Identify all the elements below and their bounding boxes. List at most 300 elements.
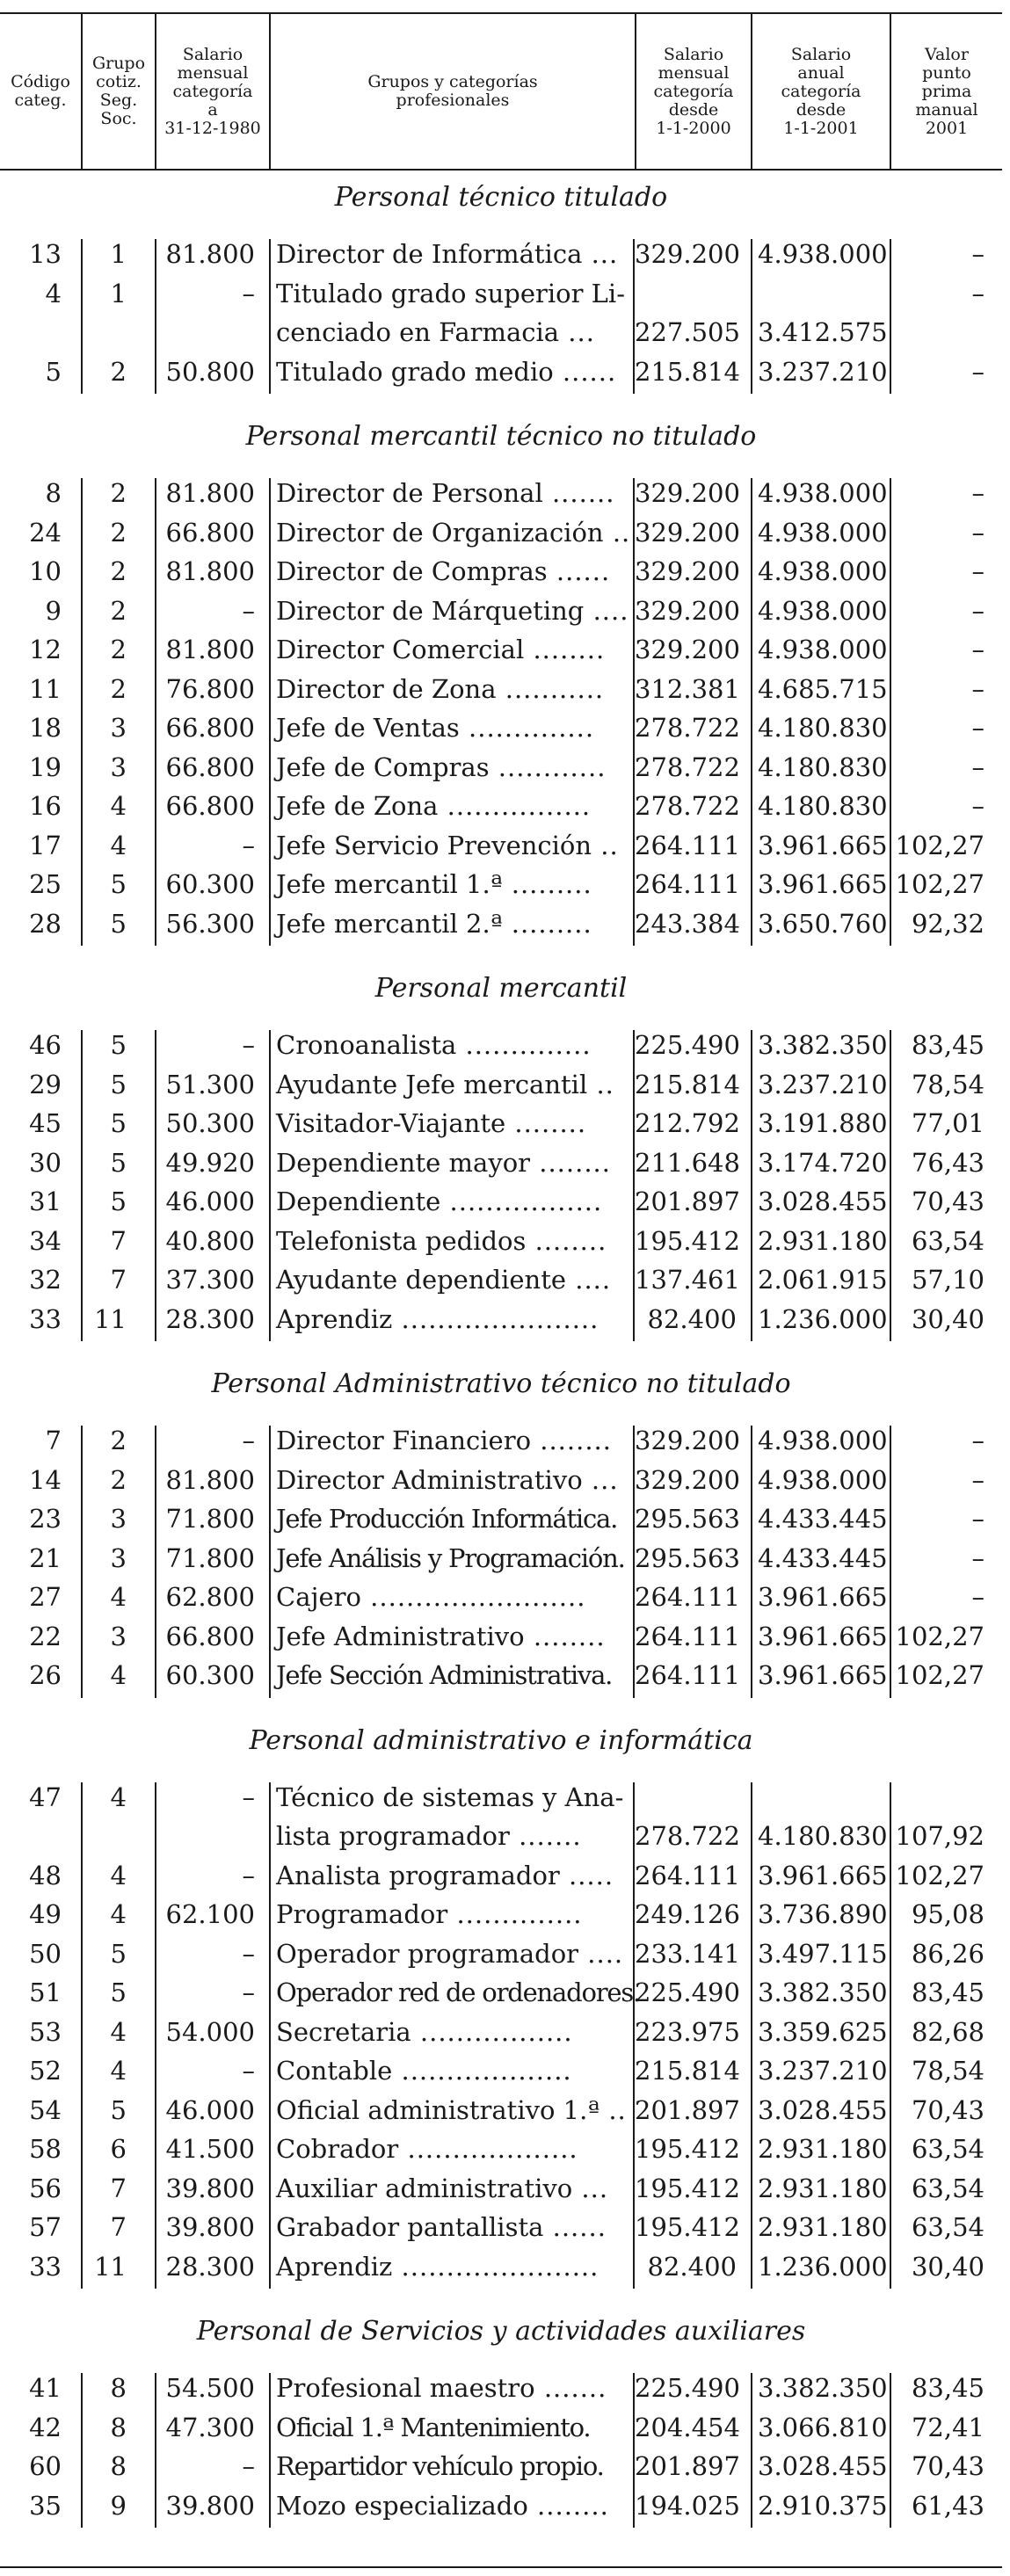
- salary-1980: 54.500: [165, 2373, 255, 2403]
- category-name: [276, 353, 624, 390]
- annual-salary-2001: 4.938.000: [758, 239, 888, 269]
- category-code: 9: [45, 595, 62, 626]
- section-title: Personal técnico titulado: [334, 182, 668, 213]
- column-divider: [890, 1782, 891, 2289]
- monthly-salary-2000: 195.412: [635, 2173, 740, 2203]
- category-name-text: Cajero: [276, 1582, 361, 1612]
- column-divider: [751, 2373, 752, 2528]
- category-name-text: lista programador: [276, 1821, 510, 1851]
- category-name: [276, 1066, 624, 1103]
- salary-1980: –: [242, 2056, 255, 2086]
- category-code: 42: [29, 2412, 62, 2442]
- leader-dots: ........: [531, 1426, 612, 1455]
- leader-dots: ........: [524, 1621, 606, 1651]
- category-name: [276, 709, 624, 746]
- category-code: 27: [29, 1582, 62, 1612]
- annual-salary-2001: 4.180.830: [758, 751, 888, 782]
- annual-salary-2001: 3.028.455: [758, 1186, 888, 1216]
- monthly-salary-2000: 227.505: [635, 317, 740, 347]
- annual-salary-2001: 4.180.830: [758, 713, 888, 743]
- salary-1980: 76.800: [165, 673, 255, 704]
- category-name-text: Grabador pantallista: [276, 2212, 544, 2242]
- table-row: [0, 1144, 1002, 1181]
- category-name: [276, 236, 624, 272]
- column-divider: [81, 239, 83, 394]
- point-value-2001: –: [971, 673, 985, 704]
- table-row: [0, 905, 1002, 942]
- point-value-2001: 86,26: [911, 1938, 985, 1969]
- point-value-2001: 30,40: [911, 2251, 985, 2282]
- contribution-group: 5: [110, 1147, 127, 1178]
- contribution-group: 11: [94, 1303, 127, 1334]
- annual-salary-2001: 3.961.665: [758, 1660, 888, 1690]
- point-value-2001: –: [971, 791, 985, 821]
- column-divider: [751, 478, 752, 946]
- monthly-salary-2000: 264.111: [635, 1621, 740, 1651]
- contribution-group: 4: [110, 1660, 127, 1690]
- point-value-2001: 102,27: [895, 1621, 985, 1651]
- category-code: 34: [29, 1225, 62, 1256]
- table-row: [0, 514, 1002, 551]
- contribution-group: 3: [110, 1621, 127, 1651]
- leader-dots: ........: [530, 1147, 611, 1178]
- category-code: 7: [45, 1426, 62, 1455]
- table-row: [0, 1261, 1002, 1298]
- leader-dots: ..: [603, 517, 631, 548]
- salary-1980: 54.000: [165, 2016, 255, 2047]
- table-row: [0, 1027, 1002, 1063]
- category-name: [276, 1027, 624, 1063]
- point-value-2001: 61,43: [911, 2490, 985, 2521]
- table-row: [0, 2209, 1002, 2246]
- column-divider: [155, 1030, 156, 1341]
- annual-salary-2001: 3.961.665: [758, 1582, 888, 1612]
- salary-1980: 62.100: [165, 1899, 255, 1929]
- annual-salary-2001: 3.174.720: [758, 1147, 888, 1178]
- monthly-salary-2000: 278.722: [635, 791, 740, 821]
- category-name: [276, 2487, 624, 2524]
- table-row: [0, 2170, 1002, 2207]
- salary-1980: 40.800: [165, 1225, 255, 1256]
- category-name-text: Ayudante dependiente: [276, 1265, 567, 1295]
- monthly-salary-2000: 204.454: [635, 2412, 740, 2442]
- monthly-salary-2000: [635, 275, 737, 312]
- column-divider: [890, 239, 891, 394]
- table-row: [0, 1183, 1002, 1220]
- annual-salary-2001: 4.180.830: [758, 791, 888, 821]
- category-name: [276, 2092, 627, 2129]
- category-name: [276, 1618, 624, 1655]
- leader-dots: ........: [524, 635, 606, 664]
- leader-dots: ..: [599, 2094, 627, 2125]
- category-code: 33: [29, 1303, 62, 1334]
- category-name-text: Jefe de Compras: [276, 751, 490, 782]
- table-row: [0, 1974, 1002, 2011]
- category-name: [276, 1500, 624, 1537]
- contribution-group: 4: [110, 1860, 127, 1890]
- monthly-salary-2000: 225.490: [635, 2373, 740, 2403]
- salary-1980: 66.800: [165, 791, 255, 821]
- table-row: [0, 2014, 1002, 2050]
- category-name: [276, 2130, 624, 2167]
- section-title: Personal de Servicios y actividades auxiliares: [196, 2316, 806, 2347]
- category-name-text: Analista programador: [276, 1860, 560, 1890]
- column-divider: [890, 12, 891, 169]
- category-name-text: Oficial 1.ª Mantenimiento.: [276, 2412, 591, 2442]
- category-code: 19: [29, 751, 62, 782]
- monthly-salary-2000: 329.200: [635, 478, 740, 508]
- column-divider: [633, 1030, 635, 1341]
- annual-salary-2001: 4.433.445: [758, 1542, 888, 1573]
- column-divider: [81, 1782, 83, 2289]
- point-value-2001: 83,45: [911, 1030, 985, 1060]
- category-name: [276, 1779, 624, 1816]
- table-row: [0, 631, 1002, 668]
- table-row: [0, 1818, 1002, 1854]
- annual-salary-2001: 2.910.375: [758, 2490, 888, 2521]
- monthly-salary-2000: 295.563: [635, 1542, 740, 1573]
- leader-dots: ............: [489, 751, 607, 782]
- contribution-group: [84, 1818, 127, 1854]
- category-code: 45: [29, 1108, 62, 1138]
- contribution-group: 4: [110, 1582, 127, 1612]
- salary-1980: 50.300: [165, 1108, 255, 1138]
- category-name: [276, 866, 624, 903]
- contribution-group: 5: [110, 1938, 127, 1969]
- monthly-salary-2000: 195.412: [635, 1225, 740, 1256]
- monthly-salary-2000: 329.200: [635, 556, 740, 586]
- header-point-value-2001: Valor punto prima manual 2001: [915, 44, 978, 138]
- annual-salary-2001: 3.961.665: [758, 1621, 888, 1651]
- salary-1980: 71.800: [165, 1542, 255, 1573]
- leader-dots: ......................: [392, 2251, 599, 2282]
- column-divider: [155, 1426, 156, 1698]
- table-row: [0, 1779, 1002, 1816]
- monthly-salary-2000: [635, 1779, 737, 1816]
- category-code: 21: [29, 1542, 62, 1573]
- monthly-salary-2000: 233.141: [635, 1938, 740, 1969]
- header-category-name: Grupos y categorías profesionales: [367, 72, 538, 110]
- leader-dots: .................: [440, 1186, 603, 1216]
- category-code: 56: [29, 2173, 62, 2203]
- contribution-group: 7: [110, 2173, 127, 2203]
- leader-dots: ...................: [392, 2056, 572, 2086]
- annual-salary-2001: 4.938.000: [758, 595, 888, 626]
- contribution-group: 3: [110, 1542, 127, 1573]
- column-divider: [269, 12, 271, 169]
- column-divider: [751, 12, 752, 169]
- point-value-2001: 102,27: [895, 1660, 985, 1690]
- annual-salary-2001: 3.497.115: [758, 1938, 888, 1969]
- leader-dots: ........: [505, 1108, 587, 1138]
- contribution-group: 3: [110, 713, 127, 743]
- contribution-group: 7: [110, 1265, 127, 1295]
- point-value-2001: 95,08: [911, 1899, 985, 1929]
- annual-salary-2001: 3.028.455: [758, 2451, 888, 2481]
- category-code: 11: [29, 673, 62, 704]
- annual-salary-2001: 2.931.180: [758, 2212, 888, 2242]
- column-divider: [81, 1426, 83, 1698]
- category-name: [276, 827, 624, 864]
- leader-dots: ...........: [496, 673, 605, 704]
- salary-1980: 46.000: [165, 2094, 255, 2125]
- table-row: [0, 2092, 1002, 2129]
- category-name-text: Jefe Producción Informática.: [276, 1504, 618, 1534]
- column-divider: [633, 2373, 635, 2528]
- column-divider: [269, 478, 271, 946]
- monthly-salary-2000: 278.722: [635, 1821, 740, 1851]
- contribution-group: 11: [94, 2251, 127, 2282]
- category-name: [276, 1105, 624, 1142]
- monthly-salary-2000: 225.490: [635, 1030, 740, 1060]
- category-name-text: Jefe Servicio Prevención: [276, 830, 592, 860]
- column-divider: [81, 478, 83, 946]
- category-code: 14: [29, 1464, 62, 1495]
- table-row: [0, 866, 1002, 903]
- category-name-text: Operador programador: [276, 1938, 579, 1969]
- monthly-salary-2000: 329.200: [635, 1464, 740, 1495]
- point-value-2001: –: [971, 1542, 985, 1573]
- category-name: [276, 1144, 624, 1181]
- monthly-salary-2000: 329.200: [635, 517, 740, 548]
- contribution-group: 5: [110, 908, 127, 939]
- annual-salary-2001: 3.961.665: [758, 869, 888, 899]
- salary-1980: 47.300: [165, 2412, 255, 2442]
- annual-salary-2001: 3.736.890: [758, 1899, 888, 1929]
- leader-dots: ..: [592, 830, 619, 860]
- category-code: 31: [29, 1186, 62, 1216]
- category-name-text: Cobrador: [276, 2134, 399, 2164]
- table-row: [0, 1422, 1002, 1459]
- leader-dots: ....: [578, 1938, 624, 1969]
- leader-dots: ..: [587, 1069, 614, 1099]
- annual-salary-2001: 3.237.210: [758, 2056, 888, 2086]
- point-value-2001: 83,45: [911, 2373, 985, 2403]
- category-name-text: Director de Márqueting: [276, 595, 585, 626]
- annual-salary-2001: 3.066.810: [758, 2412, 888, 2442]
- monthly-salary-2000: 329.200: [635, 1426, 740, 1455]
- point-value-2001: [893, 314, 985, 351]
- category-name: [276, 1857, 624, 1894]
- point-value-2001: 63,54: [911, 1225, 985, 1256]
- category-name-text: Jefe Administrativo: [276, 1621, 525, 1651]
- annual-salary-2001: 3.961.665: [758, 1860, 888, 1890]
- column-divider: [155, 1782, 156, 2289]
- contribution-group: 3: [110, 751, 127, 782]
- leader-dots: ........: [527, 2490, 609, 2521]
- salary-1980: 81.800: [165, 635, 255, 664]
- annual-salary-2001: 3.382.350: [758, 1977, 888, 2007]
- contribution-group: 5: [110, 1977, 127, 2007]
- monthly-salary-2000: 215.814: [635, 2056, 740, 2086]
- category-name-text: Director Administrativo: [276, 1464, 583, 1495]
- table-row: [0, 1657, 1002, 1694]
- leader-dots: .........: [502, 908, 592, 939]
- contribution-group: 2: [110, 478, 127, 508]
- category-name-text: Director Financiero: [276, 1426, 532, 1455]
- salary-1980: –: [242, 1860, 255, 1890]
- salary-1980: 51.300: [165, 1069, 255, 1099]
- contribution-group: 4: [110, 2056, 127, 2086]
- point-value-2001: –: [971, 635, 985, 664]
- category-code: 23: [29, 1504, 62, 1534]
- category-name: [276, 2448, 624, 2485]
- monthly-salary-2000: 201.897: [635, 2094, 740, 2125]
- table-row: [0, 1301, 1002, 1338]
- category-name: [276, 2052, 624, 2089]
- annual-salary-2001: 4.938.000: [758, 556, 888, 586]
- section-title: Personal mercantil técnico no titulado: [245, 421, 757, 452]
- table-row: [0, 709, 1002, 746]
- annual-salary-2001: 3.237.210: [758, 1069, 888, 1099]
- point-value-2001: 63,54: [911, 2134, 985, 2164]
- leader-dots: ........: [526, 1225, 607, 1256]
- table-row: [0, 236, 1002, 272]
- table-row: [0, 749, 1002, 786]
- monthly-salary-2000: 201.897: [635, 1186, 740, 1216]
- monthly-salary-2000: 215.814: [635, 356, 740, 387]
- section-title: Personal administrativo e informática: [249, 1724, 753, 1756]
- column-divider: [751, 1782, 752, 2289]
- category-code: 17: [29, 830, 62, 860]
- salary-1980: 39.800: [165, 2490, 255, 2521]
- monthly-salary-2000: 195.412: [635, 2212, 740, 2242]
- salary-1980: 60.300: [165, 869, 255, 899]
- table-row: [0, 2369, 1002, 2406]
- salary-1980: 66.800: [165, 517, 255, 548]
- annual-salary-2001: 1.236.000: [758, 1303, 888, 1334]
- contribution-group: 2: [110, 673, 127, 704]
- point-value-2001: –: [971, 751, 985, 782]
- annual-salary-2001: 4.938.000: [758, 635, 888, 664]
- column-divider: [890, 2373, 891, 2528]
- category-code: 48: [29, 1860, 62, 1890]
- category-name: [276, 514, 631, 551]
- category-name-text: Operador red de ordenadores.: [276, 1977, 641, 2007]
- contribution-group: 5: [110, 1069, 127, 1099]
- contribution-group: 5: [110, 869, 127, 899]
- salary-1980: 81.800: [165, 556, 255, 586]
- category-name: [276, 631, 624, 668]
- table-row: [0, 2448, 1002, 2485]
- category-name: [276, 2209, 624, 2246]
- point-value-2001: 78,54: [911, 2056, 985, 2086]
- category-name: [276, 1818, 624, 1854]
- category-name: [276, 1183, 624, 1220]
- salary-1980: 62.800: [165, 1582, 255, 1612]
- category-name: [276, 787, 624, 824]
- leader-dots: .....: [559, 1860, 614, 1890]
- table-row: [0, 787, 1002, 824]
- contribution-group: 7: [110, 1225, 127, 1256]
- category-name-text: Jefe de Ventas: [276, 713, 460, 743]
- point-value-2001: 83,45: [911, 1977, 985, 2007]
- point-value-2001: –: [971, 1504, 985, 1534]
- leader-dots: ......: [547, 556, 611, 586]
- category-code: 49: [29, 1899, 62, 1929]
- monthly-salary-2000: 211.648: [635, 1147, 740, 1178]
- contribution-group: 1: [110, 278, 127, 308]
- category-name-text: Director de Compras: [276, 556, 548, 586]
- salary-1980: 39.800: [165, 2173, 255, 2203]
- category-name-text: Oficial administrativo 1.ª: [276, 2094, 600, 2125]
- category-name: [276, 905, 624, 942]
- table-row: [0, 1935, 1002, 1972]
- leader-dots: ....: [584, 595, 629, 626]
- category-name-text: Cronoanalista: [276, 1030, 457, 1060]
- category-code: 12: [29, 635, 62, 664]
- salary-1980: 28.300: [165, 2251, 255, 2282]
- leader-dots: ...: [572, 2173, 609, 2203]
- salary-1980: 39.800: [165, 2212, 255, 2242]
- point-value-2001: 70,43: [911, 2094, 985, 2125]
- salary-1980: –: [242, 1030, 255, 1060]
- header-salary-1980: Salario mensual categoría a 31-12-1980: [164, 44, 261, 138]
- point-value-2001: –: [971, 556, 985, 586]
- annual-salary-2001: 4.180.830: [758, 1821, 888, 1851]
- salary-1980: 81.800: [165, 1464, 255, 1495]
- category-name: [276, 2248, 624, 2285]
- leader-dots: ...: [582, 239, 619, 269]
- section-title: Personal Administrativo técnico no titulado: [211, 1368, 791, 1399]
- monthly-salary-2000: 249.126: [635, 1899, 740, 1929]
- table-row: [0, 1857, 1002, 1894]
- salary-1980: –: [242, 830, 255, 860]
- category-name: [276, 1935, 624, 1972]
- salary-1980: 46.000: [165, 1186, 255, 1216]
- category-code: 47: [29, 1781, 62, 1812]
- monthly-salary-2000: 225.490: [635, 1977, 740, 2007]
- category-code: 16: [29, 791, 62, 821]
- category-name-text: Director de Informática: [276, 239, 583, 269]
- category-code: 35: [29, 2490, 62, 2521]
- category-name-text: Jefe mercantil 1.ª: [276, 869, 503, 899]
- category-name: [276, 1261, 624, 1298]
- point-value-2001: 102,27: [895, 830, 985, 860]
- point-value-2001: 82,68: [911, 2016, 985, 2047]
- column-divider: [751, 1426, 752, 1698]
- column-divider: [155, 239, 156, 394]
- category-code: 26: [29, 1660, 62, 1690]
- category-name-text: Aprendiz: [276, 2251, 393, 2282]
- category-code: 54: [29, 2094, 62, 2125]
- salary-1980: 60.300: [165, 1660, 255, 1690]
- column-divider: [269, 239, 271, 394]
- column-divider: [155, 478, 156, 946]
- leader-dots: ......: [543, 2212, 607, 2242]
- monthly-salary-2000: 295.563: [635, 1504, 740, 1534]
- category-name-text: Aprendiz: [276, 1303, 393, 1334]
- monthly-salary-2000: 201.897: [635, 2451, 740, 2481]
- salary-1980: 81.800: [165, 239, 255, 269]
- category-code: [0, 1818, 62, 1854]
- point-value-2001: 102,27: [895, 869, 985, 899]
- category-name-text: Repartidor vehículo propio.: [276, 2451, 604, 2481]
- contribution-group: 4: [110, 2016, 127, 2047]
- salary-1980: 49.920: [165, 1147, 255, 1178]
- contribution-group: 4: [110, 1781, 127, 1812]
- column-divider: [81, 1030, 83, 1341]
- monthly-salary-2000: 223.975: [635, 2016, 740, 2047]
- category-name-text: Auxiliar administrativo: [276, 2173, 573, 2203]
- point-value-2001: –: [971, 1582, 985, 1612]
- leader-dots: ...: [559, 317, 595, 347]
- category-name: [276, 1540, 624, 1577]
- leader-dots: ................: [438, 791, 592, 821]
- category-name: [276, 275, 624, 312]
- category-name-text: Técnico de sistemas y Ana-: [276, 1781, 624, 1812]
- category-name: [276, 2409, 624, 2446]
